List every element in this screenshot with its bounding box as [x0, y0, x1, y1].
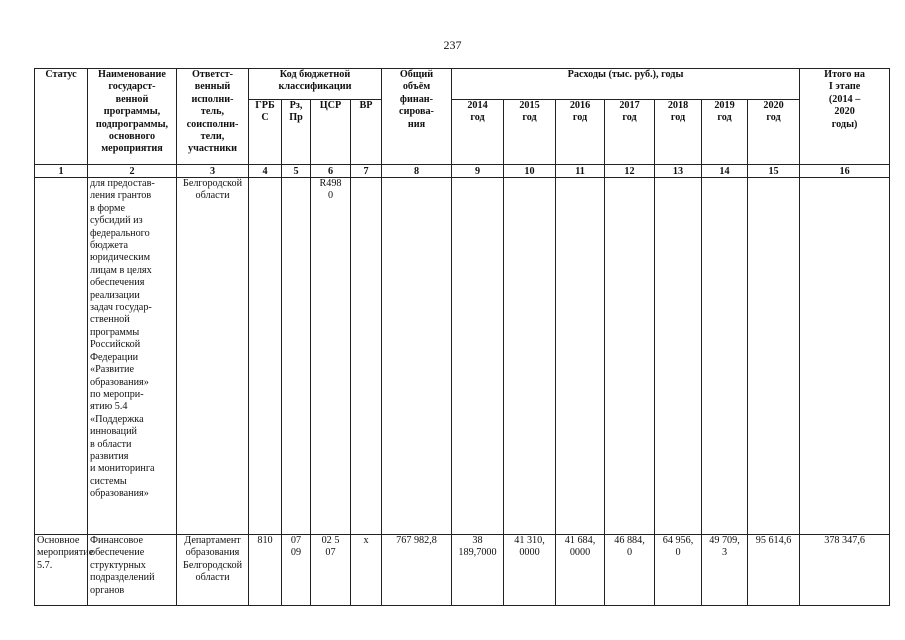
header-year-2015: 2015 год — [504, 100, 556, 165]
cell-csr: R498 0 — [311, 178, 351, 535]
cell-name: для предостав- ления грантов в форме субсидий из федерального бюджета юридическим лицам в целях обеспечения реализации задач государ- ственной программы Российской Федерации «Развитие образования» по меропри- ятию 5.4 «Поддержка инноваций в области развития и мониторинга системы образования» — [88, 178, 177, 535]
cell-itogo — [800, 178, 890, 535]
header-name: Наименование государст- венной программы, подпрограммы, основного мероприятия — [88, 69, 177, 165]
page-number: 237 — [443, 38, 462, 52]
cell-responsible: Белгородской области — [177, 178, 249, 535]
table-row — [35, 178, 890, 535]
cell-2019: 49 709, 3 — [702, 535, 748, 606]
cell-2020: 95 614,6 — [748, 535, 800, 606]
cell-total — [382, 178, 452, 535]
cell-rzpr: 07 09 — [282, 535, 311, 606]
column-number: 15 — [748, 165, 800, 178]
cell-status: Основное мероприятие 5.7. — [35, 535, 88, 606]
column-number: 3 — [177, 165, 249, 178]
cell-2015 — [504, 178, 556, 535]
cell-csr: 02 5 07 — [311, 535, 351, 606]
header-responsible: Ответст- венный исполни- тель, соисполни- тели, участники — [177, 69, 249, 165]
cell-grbs: 810 — [249, 535, 282, 606]
budget-table — [34, 68, 890, 606]
header-year-2017: 2017 год — [605, 100, 655, 165]
header-itogo: Итого на I этапе (2014 – 2020 годы) — [800, 69, 890, 165]
header-budget-code: Код бюджетной классификации — [249, 69, 382, 100]
cell-2019 — [702, 178, 748, 535]
cell-2018 — [655, 178, 702, 535]
column-number: 10 — [504, 165, 556, 178]
cell-2014: 38 189,7000 — [452, 535, 504, 606]
cell-2018: 64 956, 0 — [655, 535, 702, 606]
cell-status — [35, 178, 88, 535]
header-expenses: Расходы (тыс. руб.), годы — [452, 69, 800, 100]
header-status: Статус — [35, 69, 88, 165]
header-total-volume: Общий объём финан- сирова- ния — [382, 69, 452, 165]
cell-responsible: Департамент образования Белгородской области — [177, 535, 249, 606]
header-year-2014: 2014 год — [452, 100, 504, 165]
header-year-2018: 2018 год — [655, 100, 702, 165]
column-number: 1 — [35, 165, 88, 178]
column-number: 7 — [351, 165, 382, 178]
cell-vr: x — [351, 535, 382, 606]
header-year-2020: 2020 год — [748, 100, 800, 165]
cell-grbs — [249, 178, 282, 535]
cell-2017 — [605, 178, 655, 535]
header-vr: ВР — [351, 100, 382, 165]
header-year-2016: 2016 год — [556, 100, 605, 165]
header-year-2019: 2019 год — [702, 100, 748, 165]
cell-2017: 46 884, 0 — [605, 535, 655, 606]
header-csr: ЦСР — [311, 100, 351, 165]
cell-2015: 41 310, 0000 — [504, 535, 556, 606]
cell-name: Финансовое обеспечение структурных подразделений органов — [88, 535, 177, 606]
cell-vr — [351, 178, 382, 535]
header-rzpr: Рз, Пр — [282, 100, 311, 165]
header-row — [35, 69, 890, 100]
header-grbs: ГРБ С — [249, 100, 282, 165]
cell-itogo: 378 347,6 — [800, 535, 890, 606]
column-number: 13 — [655, 165, 702, 178]
column-number: 6 — [311, 165, 351, 178]
table-row — [35, 535, 890, 606]
cell-2020 — [748, 178, 800, 535]
column-number: 5 — [282, 165, 311, 178]
cell-2016 — [556, 178, 605, 535]
column-number-row — [35, 165, 890, 178]
column-number: 2 — [88, 165, 177, 178]
cell-2014 — [452, 178, 504, 535]
cell-total: 767 982,8 — [382, 535, 452, 606]
column-number: 16 — [800, 165, 890, 178]
column-number: 14 — [702, 165, 748, 178]
column-number: 12 — [605, 165, 655, 178]
column-number: 9 — [452, 165, 504, 178]
cell-rzpr — [282, 178, 311, 535]
column-number: 8 — [382, 165, 452, 178]
cell-2016: 41 684, 0000 — [556, 535, 605, 606]
column-number: 4 — [249, 165, 282, 178]
column-number: 11 — [556, 165, 605, 178]
